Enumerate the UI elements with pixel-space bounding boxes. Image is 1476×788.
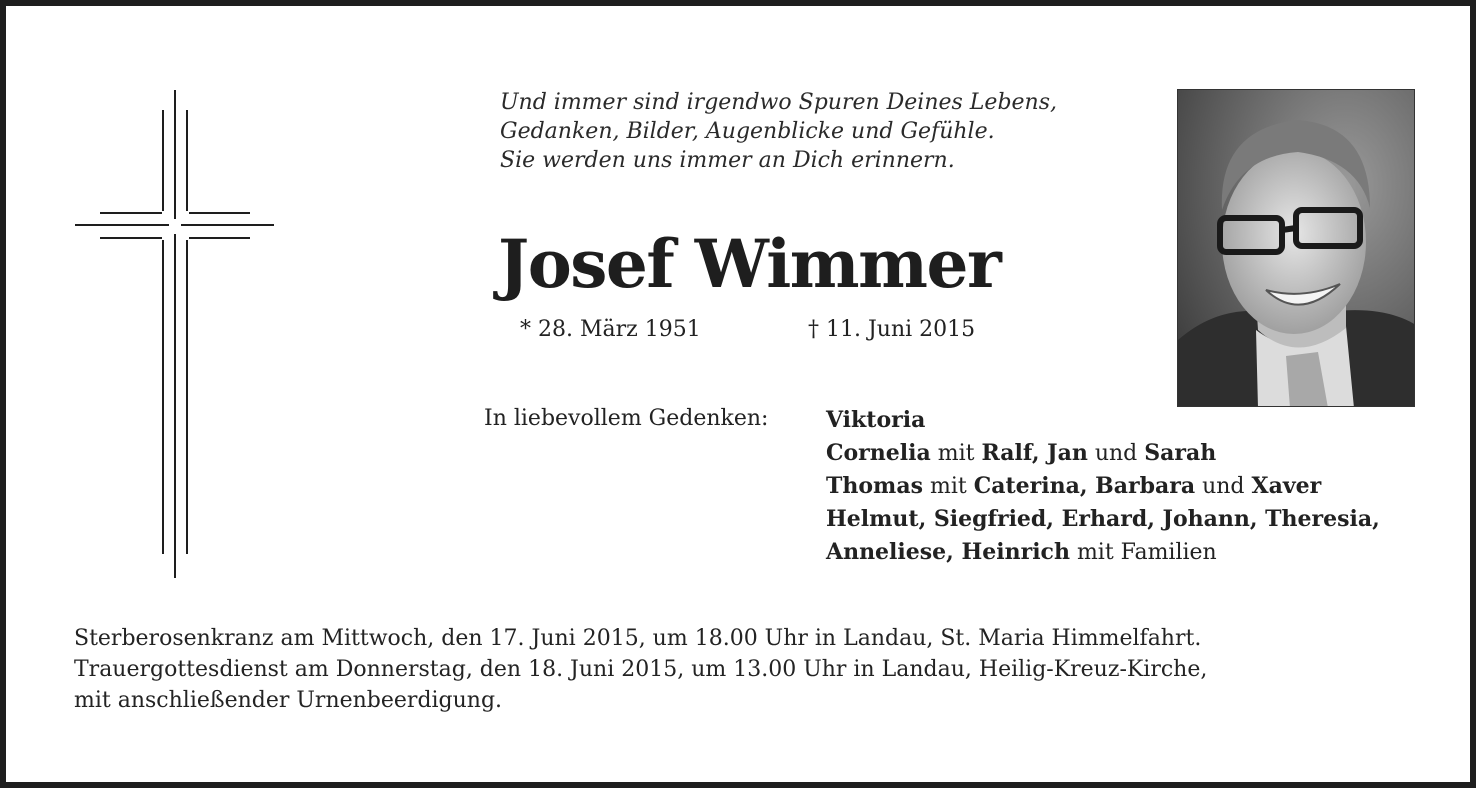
death-date: † 11. Juni 2015 <box>808 317 976 342</box>
birth-date: * 28. März 1951 <box>520 317 701 342</box>
memorial-quote <box>500 88 1057 175</box>
service-line: mit anschließender Urnenbeerdigung. <box>74 688 503 713</box>
deceased-name: Josef Wimmer <box>498 225 1001 303</box>
mourner-connector: und <box>1195 474 1252 499</box>
quote-line: Und immer sind irgendwo Spuren Deines Lebens, <box>500 90 1057 115</box>
cross-icon <box>6 6 306 606</box>
service-details <box>74 623 1207 716</box>
quote-line: Sie werden uns immer an Dich erinnern. <box>500 148 955 173</box>
mourner-line <box>826 503 1380 536</box>
mourner-connector: mit <box>922 474 974 499</box>
mourner-line <box>826 404 1380 437</box>
mourner-line <box>826 437 1380 470</box>
service-line: Sterberosenkranz am Mittwoch, den 17. Juni 2015, um 18.00 Uhr in Landau, St. Maria Himmelfahrt. <box>74 626 1202 651</box>
service-line: Trauergottesdienst am Donnerstag, den 18. Juni 2015, um 13.00 Uhr in Landau, Heilig-Kreuz-Kirche, <box>74 657 1208 682</box>
mourner-name: Cornelia <box>826 440 931 466</box>
mourner-name: Xaver <box>1251 473 1322 499</box>
mourners-list <box>826 404 1380 569</box>
mourner-name: Viktoria <box>826 407 926 433</box>
mourner-name: Caterina, Barbara <box>973 473 1196 499</box>
portrait-photo <box>1177 89 1415 407</box>
quote-line: Gedanken, Bilder, Augenblicke und Gefühle. <box>500 119 995 144</box>
mourner-connector: und <box>1087 441 1145 466</box>
mourner-line <box>826 536 1380 569</box>
mourner-name: Ralf, Jan <box>981 440 1088 466</box>
mourner-name: Helmut, Siegfried, Erhard, Johann, Theresia, <box>826 506 1380 532</box>
mourner-line <box>826 470 1380 503</box>
mourner-connector: mit Familien <box>1069 540 1217 565</box>
remembrance-label: In liebevollem Gedenken: <box>484 406 769 431</box>
mourner-name: Anneliese, Heinrich <box>826 539 1070 565</box>
mourner-name: Thomas <box>826 473 923 499</box>
mourner-name: Sarah <box>1144 440 1217 466</box>
mourner-connector: mit <box>930 441 982 466</box>
